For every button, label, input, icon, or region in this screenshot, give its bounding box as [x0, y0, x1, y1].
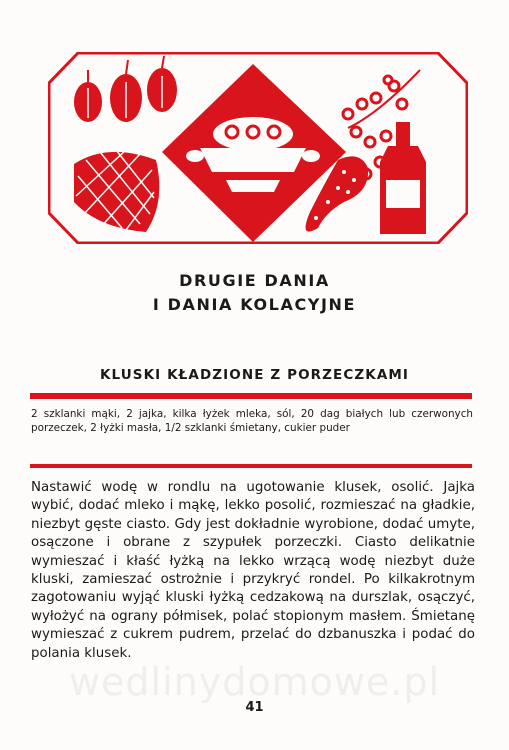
method-text: Nastawić wodę w rondlu na ugotowanie klusek, osolić. Jajka wybić, dodać mleko i mąkę, lekko posolić, rozmieszać na gładkie, niezbyt gęste ciasto. Gdy jest dokładnie wyrobione, dodać umyte, osączone i obrane z szypułek porzeczki. Ciasto delikatnie wymieszać i kłaść łyżką na lekko wrzącą wodę niezbyt duże kluski, zamieszać ostrożnie i przykryć rondel. Po kilkakrotnym zagotowaniu wyjąć kluski łyżką cedzakową na durszlak, osączyć, wyłożyć na ograny półmisek, polać stopionym masłem. Śmietanę wymieszać z cukrem pudrem, przelać do dzbanuszka i podać do polania klusek.: [31, 480, 475, 661]
meat-slice-icon: [74, 150, 159, 232]
divider-bottom: [30, 464, 472, 468]
watermark: wedlinydomowe.pl: [68, 660, 441, 704]
recipe-title: KLUSKI KŁADZIONE Z PORZECZKAMI: [99, 367, 410, 383]
bottle-icon: [380, 122, 426, 234]
page-number: 41: [245, 700, 264, 715]
divider-top: [30, 393, 472, 399]
section-heading-line1: DRUGIE DANIA: [179, 271, 330, 290]
gooseberry-icon: [74, 56, 177, 122]
header-illustration: [48, 52, 468, 244]
section-heading-line2: I DANIA KOLACYJNE: [152, 295, 357, 314]
ingredients-list: 2 szklanki mąki, 2 jajka, kilka łyżek mleka, sól, 20 dag białych lub czerwonych porzeczek, 2 łyżki masła, 1/2 szklanki śmietany, cukier puder: [31, 408, 473, 434]
